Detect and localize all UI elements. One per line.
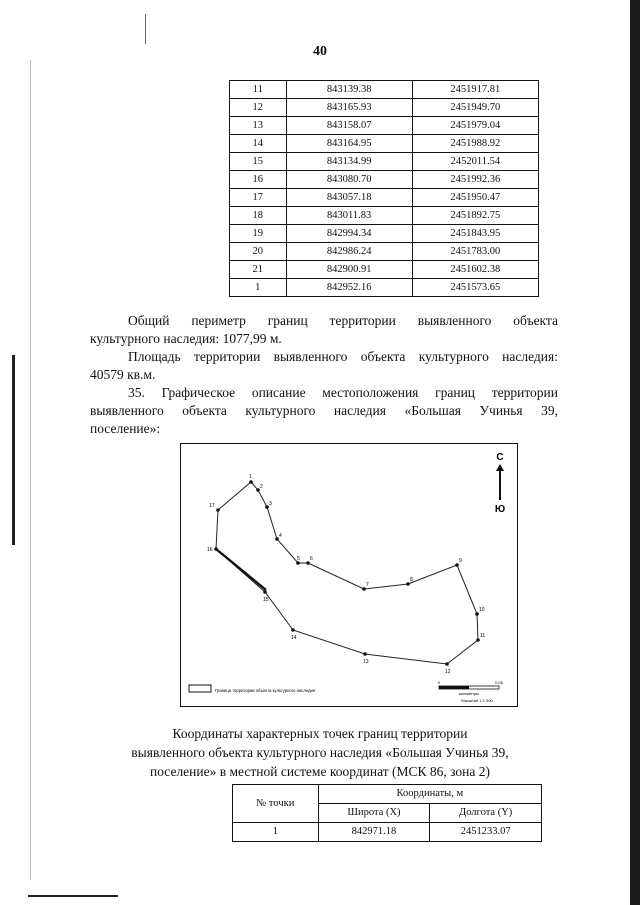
caption-line3: поселение» в местной системе координат (МСК 86, зона 2) <box>149 764 490 779</box>
boundary-point-label: 12 <box>445 669 451 675</box>
table-header-row <box>233 785 542 804</box>
scale-bar-fill <box>439 686 469 689</box>
cell-point: 12 <box>230 99 287 117</box>
cell-point: 11 <box>230 81 287 99</box>
header-point: № точки <box>233 785 319 823</box>
cell-x: 842952.16 <box>286 279 412 297</box>
cell-x: 842986.24 <box>286 243 412 261</box>
header-coords: Координаты, м <box>318 785 541 804</box>
cell-y: 2451892.75 <box>412 207 538 225</box>
boundary-point-label: 4 <box>279 533 282 539</box>
cell-y: 2451602.38 <box>412 261 538 279</box>
boundary-polygon <box>216 482 478 664</box>
boundary-bold-segment <box>216 549 266 590</box>
boundary-point-label: 7 <box>366 582 369 588</box>
scan-mark-bottom-left <box>28 895 118 897</box>
compass-arrow-head-icon <box>496 464 504 471</box>
boundary-point-label: 17 <box>209 503 215 509</box>
boundary-point-label: 15 <box>263 597 269 603</box>
perimeter-paragraph-line2: культурного наследия: 1077,99 м. <box>90 331 282 346</box>
boundary-point-marker <box>214 547 218 551</box>
boundary-point-label: 13 <box>363 659 369 665</box>
boundary-point-label: 1 <box>249 474 252 480</box>
table-row <box>233 823 542 842</box>
boundary-point-label: 14 <box>291 635 297 641</box>
boundary-point-label: 10 <box>479 607 485 613</box>
scan-mark-top <box>145 14 146 44</box>
table-row <box>230 99 539 117</box>
boundary-point-label: 11 <box>480 633 486 639</box>
scan-mark-left-long <box>12 355 15 545</box>
item35-line3: поселение»: <box>90 421 161 436</box>
cell-x: 843164.95 <box>286 135 412 153</box>
item35-line2: выявленного объекта культурного наследия «Большая Учинья 39, <box>90 403 558 418</box>
cell-x: 843011.83 <box>286 207 412 225</box>
scale-units: километры <box>458 691 480 696</box>
table-row <box>230 261 539 279</box>
cell-point: 14 <box>230 135 287 153</box>
cell-y: 2451950.47 <box>412 189 538 207</box>
table-row <box>230 135 539 153</box>
cell-y: 2451573.65 <box>412 279 538 297</box>
header-lat: Широта (X) <box>318 804 430 823</box>
cell-x: 843158.07 <box>286 117 412 135</box>
boundary-point-marker <box>363 652 367 656</box>
cell-point: 17 <box>230 189 287 207</box>
cell-x: 843057.18 <box>286 189 412 207</box>
page-number: 40 <box>313 44 327 59</box>
boundary-point-label: 2 <box>260 484 263 490</box>
cell-x: 843080.70 <box>286 171 412 189</box>
cell-y: 2451988.92 <box>412 135 538 153</box>
legend-text: Граница территории объекта культурного наследия <box>215 688 316 693</box>
boundary-map <box>180 443 518 707</box>
cell-y: 2451992.36 <box>412 171 538 189</box>
caption-line2: выявленного объекта культурного наследия «Большая Учинья 39, <box>131 745 509 760</box>
cell-point: 19 <box>230 225 287 243</box>
scale-ratio: Масштаб 1:1 500 <box>461 698 493 703</box>
cell-x: 843139.38 <box>286 81 412 99</box>
table-row <box>230 207 539 225</box>
table-row <box>230 81 539 99</box>
table-row <box>230 117 539 135</box>
table-row <box>230 171 539 189</box>
cell-point: 21 <box>230 261 287 279</box>
cell-lat: 842971.18 <box>318 823 430 842</box>
cell-y: 2451917.81 <box>412 81 538 99</box>
boundary-point-marker <box>445 662 449 666</box>
boundary-point-label: 8 <box>410 577 413 583</box>
boundary-point-marker <box>263 590 267 594</box>
cell-point: 15 <box>230 153 287 171</box>
table-row <box>230 225 539 243</box>
compass-north-label: С <box>496 452 504 463</box>
table-row <box>230 243 539 261</box>
cell-x: 843165.93 <box>286 99 412 117</box>
cell-x: 842900.91 <box>286 261 412 279</box>
map-scale <box>438 680 504 703</box>
item35-line1: 35. Графическое описание местоположения границ территории <box>128 385 558 400</box>
boundary-point-marker <box>291 628 295 632</box>
legend-swatch <box>189 685 211 692</box>
area-paragraph-line1: Площадь территории выявленного объекта культурного наследия: <box>128 349 558 364</box>
cell-y: 2451843.95 <box>412 225 538 243</box>
cell-y: 2451949.70 <box>412 99 538 117</box>
boundary-point-label: 5 <box>297 556 300 562</box>
cell-point: 18 <box>230 207 287 225</box>
cell-point: 1 <box>233 823 319 842</box>
boundary-point-label: 9 <box>459 558 462 564</box>
table-row <box>230 153 539 171</box>
cell-y: 2451783.00 <box>412 243 538 261</box>
coordinates-table-bottom <box>232 784 542 842</box>
compass-south-label: Ю <box>494 504 506 515</box>
table-row <box>230 189 539 207</box>
map-legend <box>189 685 315 693</box>
boundary-point-marker <box>216 508 220 512</box>
scale-end: 0,05 <box>495 680 503 685</box>
boundary-map-svg <box>181 444 517 706</box>
cell-y: 2451979.04 <box>412 117 538 135</box>
scale-zero: 0 <box>437 680 441 685</box>
cell-point: 13 <box>230 117 287 135</box>
cell-point: 20 <box>230 243 287 261</box>
boundary-point-marker <box>249 480 253 484</box>
coordinates-table-top <box>229 80 539 297</box>
compass <box>495 452 505 515</box>
boundary-point-label: 3 <box>269 501 272 507</box>
area-paragraph-line2: 40579 кв.м. <box>90 367 156 382</box>
cell-x: 843134.99 <box>286 153 412 171</box>
header-lon: Долгота (Y) <box>430 804 542 823</box>
perimeter-paragraph-line1: Общий периметр границ территории выявленного объекта <box>128 313 558 328</box>
cell-y: 2452011.54 <box>412 153 538 171</box>
cell-point: 1 <box>230 279 287 297</box>
cell-x: 842994.34 <box>286 225 412 243</box>
table-row <box>230 279 539 297</box>
boundary-point-label: 6 <box>310 556 313 562</box>
cell-point: 16 <box>230 171 287 189</box>
boundary-point-label: 16 <box>207 547 213 553</box>
cell-lon: 2451233.07 <box>430 823 542 842</box>
caption-line1: Координаты характерных точек границ территории <box>172 726 468 741</box>
